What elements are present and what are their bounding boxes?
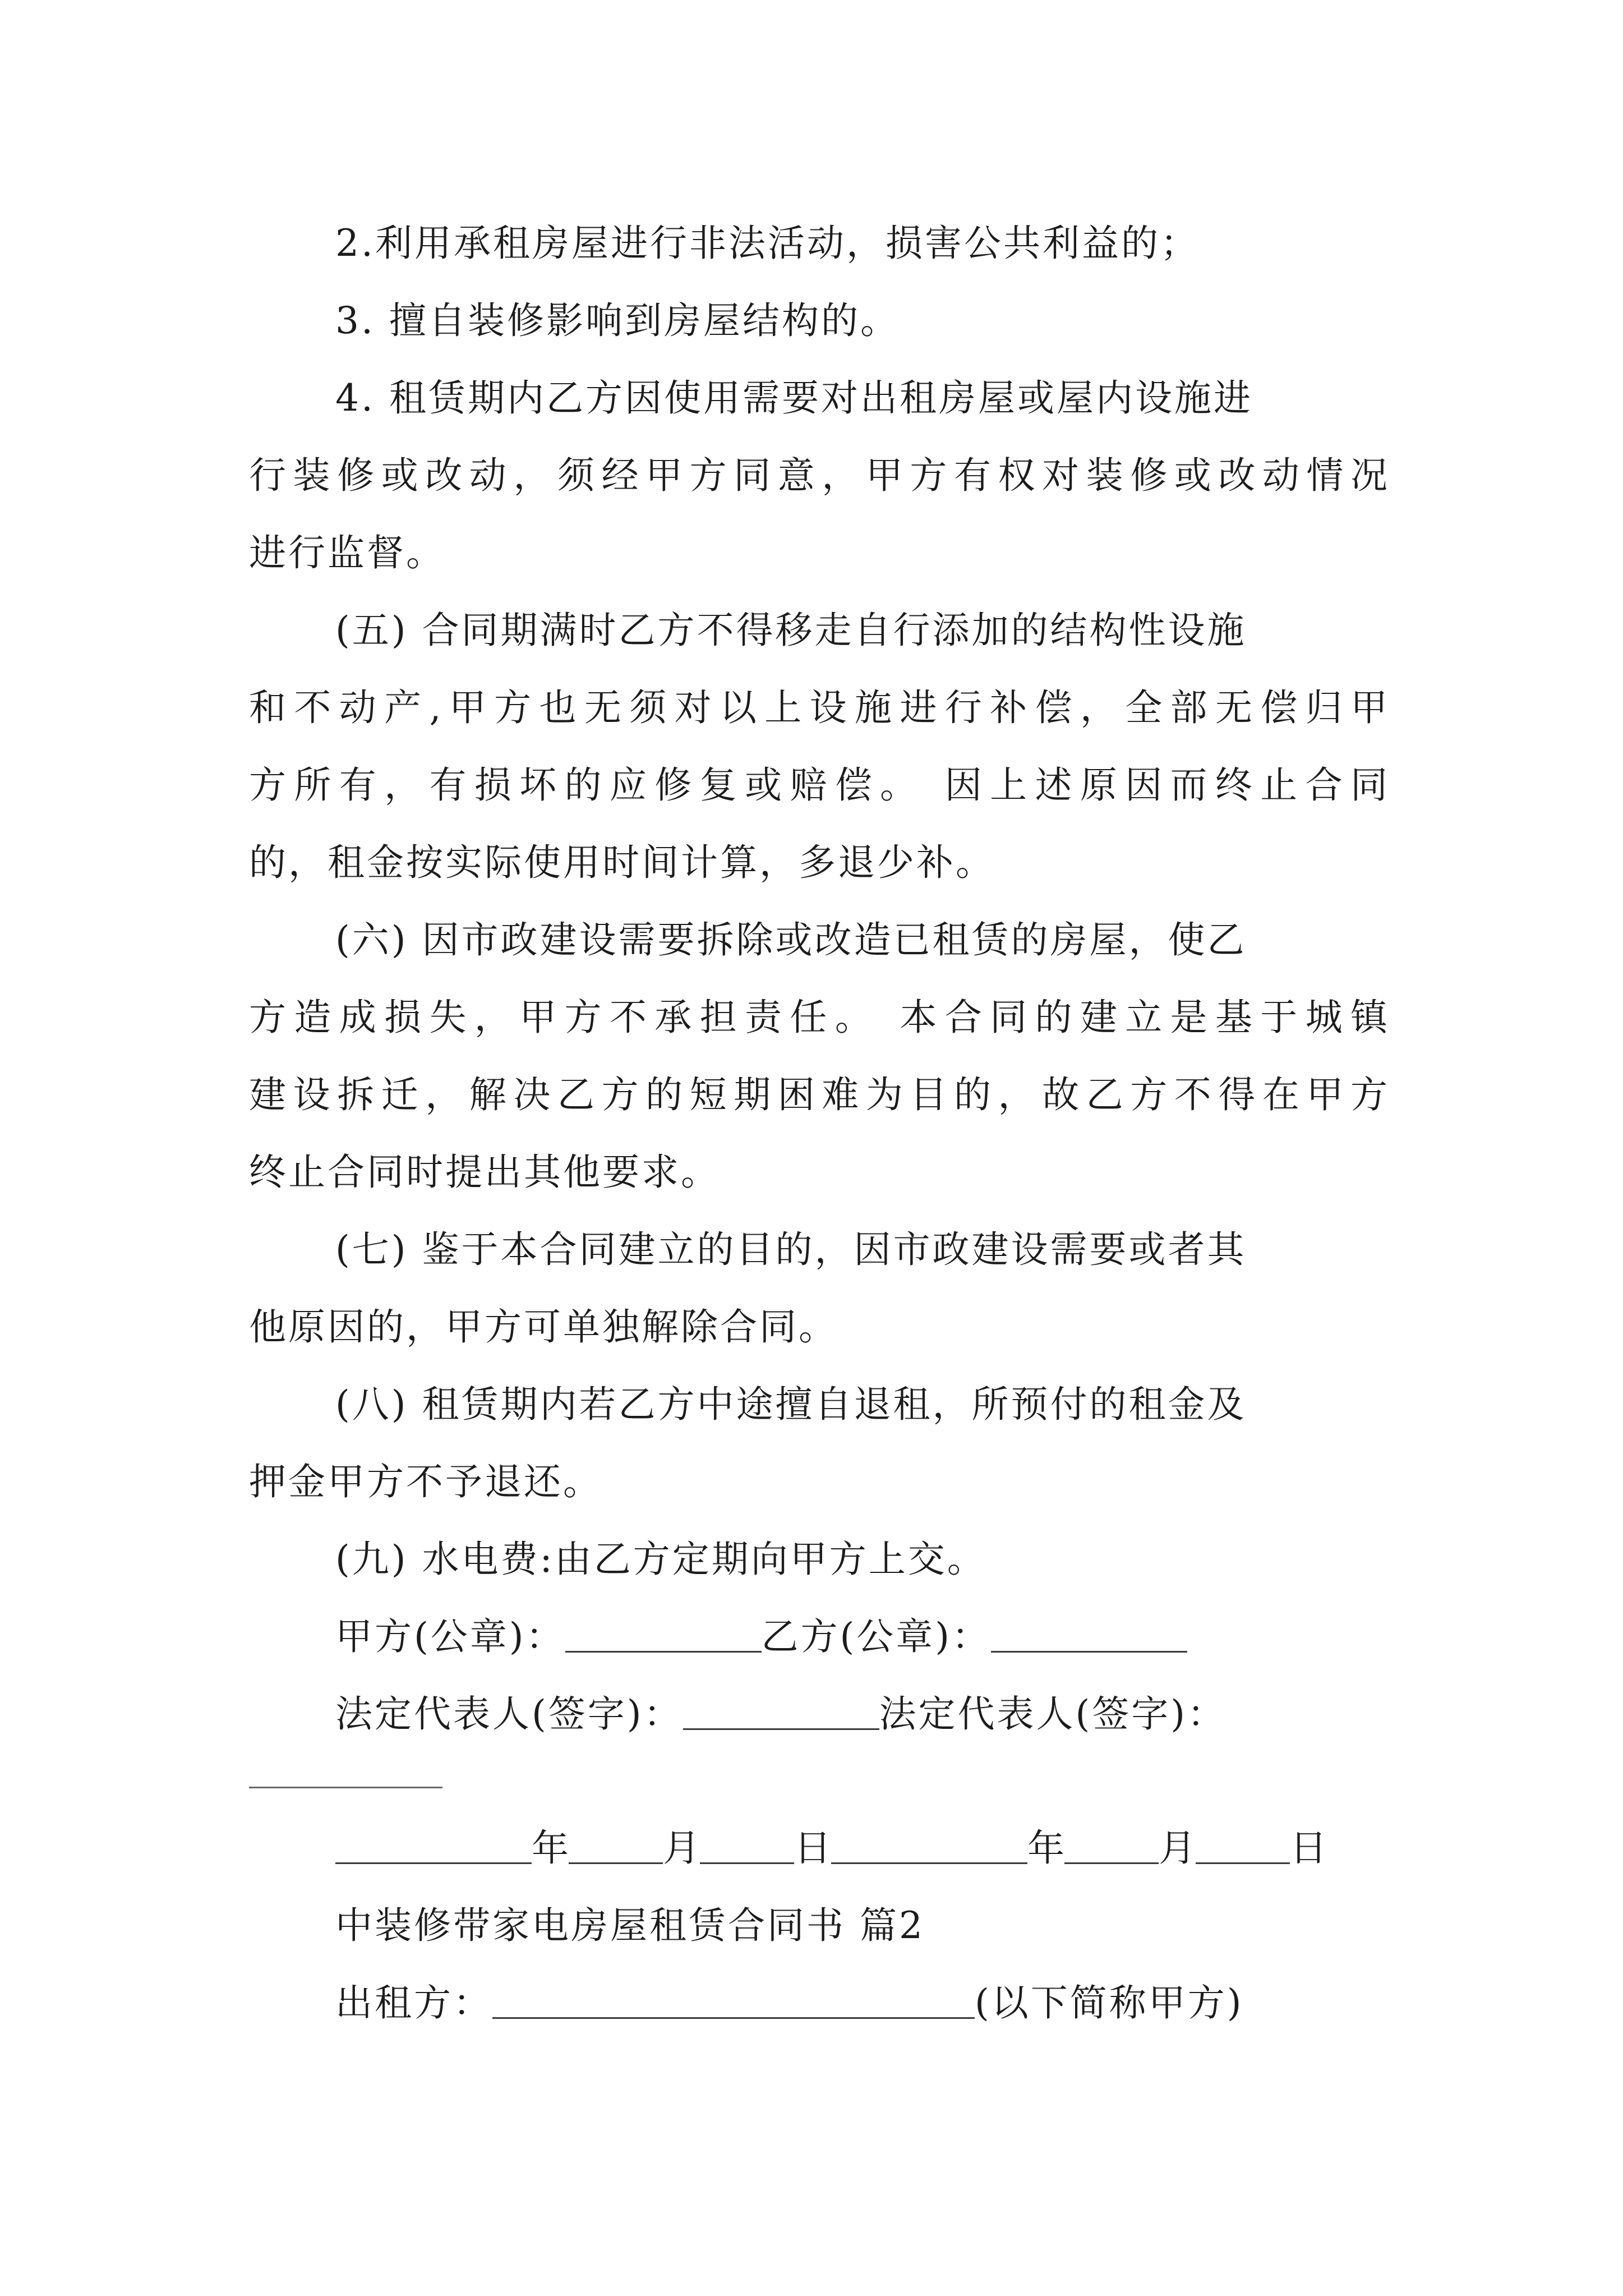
clause-item-4-line-2: 行装修或改动，须经甲方同意，甲方有权对装修或改动情况 (249, 454, 1387, 497)
month-a-blank[interactable] (569, 1828, 663, 1864)
section-5-line-4: 的，租金按实际使用时间计算，多退少补。 (249, 841, 995, 884)
next-contract-title: 中装修带家电房屋租赁合同书 篇2 (335, 1904, 925, 1947)
representative-row (335, 1692, 1227, 1737)
clause-item-2: 2.利用承租房屋进行非法活动，损害公共利益的； (335, 222, 1200, 265)
month-a-label: 月 (663, 1826, 700, 1870)
party-b-seal-label: 乙方(公章)： (761, 1615, 991, 1658)
day-b-blank[interactable] (1196, 1828, 1290, 1864)
lessor-suffix: (以下简称甲方) (975, 1981, 1244, 2024)
section-8-line-1: (八) 租赁期内若乙方中途擅自退租，所预付的租金及 (335, 1383, 1247, 1426)
lessor-blank[interactable] (492, 1982, 975, 2019)
rep-a-blank[interactable] (683, 1694, 879, 1730)
year-a-blank[interactable] (335, 1828, 532, 1864)
month-b-blank[interactable] (1064, 1828, 1159, 1864)
party-b-seal-blank[interactable] (991, 1616, 1187, 1653)
day-a-blank[interactable] (700, 1828, 794, 1864)
section-5-line-3: 方所有，有损坏的应修复或赔偿。 因上述原因而终止合同 (249, 763, 1387, 807)
section-6-line-2: 方造成损失，甲方不承担责任。 本合同的建立是基于城镇 (249, 996, 1387, 1039)
rep-b-blank[interactable] (249, 1787, 442, 1788)
lessor-label: 出租方： (335, 1981, 492, 2024)
year-b-label: 年 (1027, 1826, 1064, 1870)
section-8-line-2: 押金甲方不予退还。 (249, 1460, 602, 1503)
seal-row (335, 1614, 1187, 1659)
section-6-line-4: 终止合同时提出其他要求。 (249, 1151, 720, 1194)
section-5-line-1: (五) 合同期满时乙方不得移走自行添加的结构性设施 (335, 609, 1247, 652)
section-9: (九) 水电费:由乙方定期向甲方上交。 (335, 1538, 986, 1581)
section-7-line-1: (七) 鉴于本合同建立的目的，因市政建设需要或者其 (335, 1228, 1247, 1271)
section-7-line-2: 他原因的，甲方可单独解除合同。 (249, 1305, 838, 1349)
section-5-line-2: 和不动产,甲方也无须对以上设施进行补偿，全部无偿归甲 (249, 686, 1387, 729)
day-b-label: 日 (1290, 1826, 1327, 1870)
party-a-seal-blank[interactable] (565, 1616, 762, 1653)
year-b-blank[interactable] (831, 1828, 1027, 1864)
clause-item-3: 3. 擅自装修影响到房屋结构的。 (335, 299, 900, 342)
clause-item-4-line-3: 进行监督。 (249, 531, 445, 574)
section-6-line-1: (六) 因市政建设需要拆除或改造已租赁的房屋，使乙 (335, 918, 1247, 961)
year-a-label: 年 (532, 1826, 569, 1870)
day-a-label: 日 (794, 1826, 831, 1870)
party-a-seal-label: 甲方(公章)： (335, 1615, 565, 1658)
month-b-label: 月 (1159, 1826, 1196, 1870)
clause-item-4-line-1: 4. 租赁期内乙方因使用需要对出租房屋或屋内设施进 (335, 376, 1253, 420)
date-row (335, 1826, 1327, 1871)
rep-a-label: 法定代表人(签字)： (335, 1692, 683, 1736)
rep-b-label: 法定代表人(签字)： (879, 1692, 1227, 1736)
lessor-row (335, 1981, 1244, 2026)
section-6-line-3: 建设拆迁，解决乙方的短期困难为目的，故乙方不得在甲方 (249, 1073, 1387, 1116)
